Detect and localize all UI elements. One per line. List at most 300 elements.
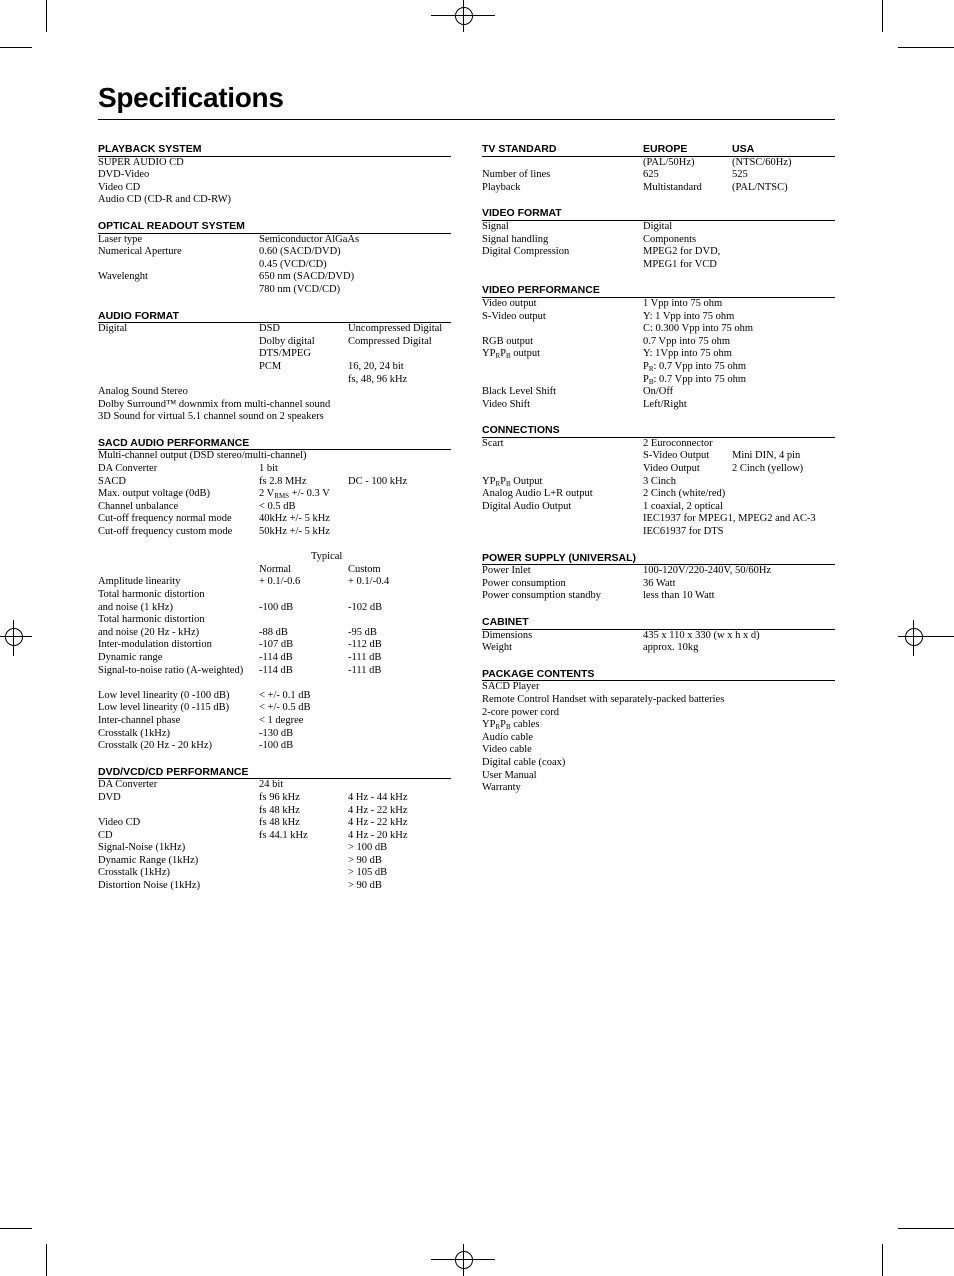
spec-section: [98, 309, 451, 424]
spec-value: [348, 182, 451, 195]
registration-mark-icon: [455, 1251, 473, 1269]
spec-row: [98, 805, 451, 818]
spec-section: [482, 615, 835, 655]
spec-row: [482, 526, 835, 539]
spec-value: (NTSC/60Hz): [732, 156, 792, 168]
spec-label: $YP_RP_B$ Output: [482, 475, 543, 488]
spec-label: Scart: [482, 437, 504, 449]
spec-value: [259, 386, 348, 399]
spec-value: > 90 dB: [348, 854, 382, 866]
spec-row: [98, 779, 451, 792]
spec-value: [732, 221, 835, 234]
spec-value: [259, 614, 348, 627]
spec-value: [348, 513, 451, 526]
spec-row: [98, 614, 451, 627]
spec-value: [732, 311, 835, 324]
spec-row: [98, 336, 451, 349]
spec-value: [348, 526, 451, 539]
spec-label: Audio cable: [482, 731, 534, 743]
spec-row: [98, 526, 451, 539]
spec-value: [259, 450, 348, 463]
spec-value: [259, 182, 348, 195]
spec-label: CD: [98, 829, 113, 841]
spec-value: -111 dB: [348, 664, 382, 676]
section-title-text: PACKAGE CONTENTS: [482, 667, 595, 680]
spec-label: Signal: [482, 220, 509, 232]
spec-value: (PAL/NTSC): [732, 181, 788, 193]
spec-value: fs 48 kHz: [259, 817, 300, 829]
spec-value: [348, 677, 451, 690]
spec-value: Digital: [643, 220, 673, 232]
spec-value: [732, 438, 835, 451]
spec-value: > 100 dB: [348, 842, 388, 854]
spec-label: [482, 361, 643, 374]
spec-label: DVD: [98, 791, 121, 803]
spec-label: [98, 374, 259, 387]
spec-label: Digital Compression: [482, 246, 570, 258]
section-title-text: AUDIO FORMAT: [98, 309, 179, 322]
spec-label: [98, 336, 259, 349]
spec-value: -107 dB: [259, 639, 294, 651]
spec-label: [98, 348, 259, 361]
spec-row: [482, 323, 835, 336]
section-column-heading: EUROPE: [643, 143, 688, 155]
spec-value: [732, 259, 835, 272]
spec-section: [482, 551, 835, 603]
spec-section: [482, 206, 835, 271]
spec-value: DTS/MPEG: [259, 348, 311, 360]
spec-label: Analog Audio L+R output: [482, 488, 593, 500]
spec-value: [732, 694, 835, 707]
spec-row: [98, 830, 451, 843]
spec-label: DA Converter: [98, 463, 158, 475]
registration-mark-icon: [5, 628, 23, 646]
spec-value: Video Output: [643, 463, 700, 475]
section-title-text: DVD/VCD/CD PERFORMANCE: [98, 765, 249, 778]
spec-value: [732, 578, 835, 591]
spec-label: Digital: [98, 323, 128, 335]
spec-value: [348, 348, 451, 361]
section-title-text: OPTICAL READOUT SYSTEM: [98, 219, 245, 232]
spec-row: [98, 271, 451, 284]
spec-value: [643, 681, 732, 694]
spec-value: C: 0.300 Vpp into 75 ohm: [643, 323, 754, 335]
spec-row: [482, 719, 835, 732]
spec-label: [482, 259, 643, 272]
spec-value: Mini DIN, 4 pin: [732, 450, 801, 462]
spec-value: [732, 642, 835, 655]
spec-row: [98, 677, 451, 690]
spec-row: [482, 642, 835, 655]
spec-value: [732, 476, 835, 489]
spec-row: [482, 476, 835, 489]
spec-value: < 1 degree: [259, 714, 304, 726]
spec-value: 780 nm (VCD/CD): [259, 283, 341, 295]
spec-value: -102 dB: [348, 601, 383, 613]
spec-row: [482, 707, 835, 720]
spec-value: Left/Right: [643, 398, 687, 410]
spec-value: IEC61937 for DTS: [643, 526, 724, 538]
spec-row: [98, 817, 451, 830]
spec-value: [732, 488, 835, 501]
spec-label: $YP_RP_B$ output: [482, 348, 541, 361]
spec-row: [98, 880, 451, 893]
crop-mark: [46, 1244, 47, 1276]
spec-label: Playback: [482, 181, 521, 193]
section-title: [482, 142, 835, 157]
registration-mark-icon: [898, 636, 954, 637]
registration-mark-icon: [431, 15, 495, 16]
spec-row: [482, 501, 835, 514]
spec-label: Power consumption standby: [482, 590, 601, 602]
spec-value: [259, 539, 348, 552]
spec-label: Multi-channel output (DSD stereo/multi-channel): [98, 450, 307, 462]
spec-value: [348, 728, 451, 741]
spec-row: [98, 576, 451, 589]
spec-value: [348, 194, 451, 207]
spec-row: [482, 513, 835, 526]
spec-row: [482, 732, 835, 745]
spec-value: Normal: [259, 563, 292, 575]
spec-label: SACD: [98, 475, 127, 487]
spec-value: [732, 757, 835, 770]
spec-value: [732, 707, 835, 720]
spec-value: [348, 399, 451, 412]
spec-value: Compressed Digital: [348, 335, 432, 347]
spec-value: IEC1937 for MPEG1, MPEG2 and AC-3: [643, 513, 816, 525]
spec-label: SACD Player: [482, 681, 540, 693]
spec-row: [482, 259, 835, 272]
spec-value: [732, 590, 835, 603]
crop-mark: [0, 47, 32, 48]
spec-value: [732, 298, 835, 311]
spec-value: [259, 842, 348, 855]
spec-value: On/Off: [643, 386, 674, 398]
spec-row: [482, 361, 835, 374]
spec-value: [348, 259, 451, 272]
spec-row: [98, 639, 451, 652]
spec-section: [98, 765, 451, 893]
spec-value: 40kHz +/- 5 kHz: [259, 513, 330, 525]
spec-value: [732, 246, 835, 259]
spec-value: 0.60 (SACD/DVD): [259, 246, 341, 258]
spec-value: [732, 719, 835, 732]
spec-label: RGB output: [482, 335, 534, 347]
spec-value: [400, 551, 451, 564]
spec-value: 525: [732, 169, 748, 181]
section-title-text: TV STANDARD: [482, 143, 557, 155]
spec-row: [482, 336, 835, 349]
spec-label: [98, 564, 259, 577]
spec-label: Signal-to-noise ratio (A-weighted): [98, 664, 244, 676]
spec-row: [482, 399, 835, 412]
spec-label: Amplitude linearity: [98, 576, 181, 588]
spec-row: [98, 702, 451, 715]
spec-value: -100 dB: [259, 740, 294, 752]
spec-label: Video cable: [482, 744, 532, 756]
spec-label: Laser type: [98, 233, 143, 245]
spec-value: [732, 374, 835, 387]
spec-value: fs 48 kHz: [259, 804, 300, 816]
spec-value: MPEG2 for DVD,: [643, 246, 721, 258]
spec-label: and noise (1 kHz): [98, 601, 173, 613]
spec-value: Dolby digital: [259, 335, 315, 347]
spec-value: [643, 707, 732, 720]
spec-row: [98, 715, 451, 728]
section-title: [98, 436, 451, 451]
spec-label: Digital cable (coax): [482, 756, 566, 768]
spec-row: [98, 234, 451, 247]
spec-row: [482, 630, 835, 643]
spec-row: [482, 578, 835, 591]
spec-value: approx. 10kg: [643, 642, 699, 654]
spec-label: Distortion Noise (1kHz): [98, 880, 201, 892]
spec-value: Multistandard: [643, 181, 702, 193]
crop-mark: [46, 0, 47, 32]
spec-value: + 0.1/-0.4: [348, 576, 390, 588]
spec-value: (PAL/50Hz): [643, 156, 695, 168]
spec-label: [98, 361, 259, 374]
spec-label: Total harmonic distortion: [98, 589, 205, 600]
spec-label: [98, 551, 259, 564]
spec-value: [259, 374, 348, 387]
spec-value: 4 Hz - 22 kHz: [348, 817, 408, 829]
section-title: [482, 206, 835, 221]
spec-value: DSD: [259, 323, 281, 335]
spec-value: Y: 1Vpp into 75 ohm: [643, 348, 732, 360]
spec-value: less than 10 Watt: [643, 590, 715, 602]
spec-value: MPEG1 for VCD: [643, 258, 717, 270]
spec-label: Dynamic range: [98, 651, 163, 663]
spec-value: 1 coaxial, 2 optical: [643, 500, 723, 512]
spec-label: Digital Audio Output: [482, 500, 572, 512]
spec-value: 16, 20, 24 bit: [348, 360, 404, 372]
spec-value: [643, 782, 732, 795]
spec-row: [98, 602, 451, 615]
spec-row: [482, 298, 835, 311]
spec-value: [348, 501, 451, 514]
spec-value: Y: 1 Vpp into 75 ohm: [643, 310, 735, 322]
spec-label: Analog Sound Stereo: [98, 386, 188, 398]
title-rule: [98, 119, 835, 120]
spec-value: 4 Hz - 44 kHz: [348, 791, 408, 803]
spec-row: [482, 234, 835, 247]
section-title-text: PLAYBACK SYSTEM: [98, 143, 202, 155]
spec-value: 1 bit: [259, 463, 278, 475]
registration-mark-icon: [463, 0, 464, 32]
spec-value: [348, 779, 451, 792]
spec-label: Power consumption: [482, 577, 566, 589]
crop-mark: [0, 1228, 32, 1229]
spec-value: [732, 770, 835, 783]
spec-label: and noise (20 Hz - kHz): [98, 626, 200, 638]
spec-section: [98, 436, 451, 753]
spec-value: [732, 630, 835, 643]
spec-value: S-Video Output: [643, 450, 710, 462]
spec-row: [482, 782, 835, 795]
spec-value: Semiconductor AlGaAs: [259, 233, 360, 245]
spec-value: [259, 677, 348, 690]
spec-value: [643, 732, 732, 745]
spec-section: [482, 423, 835, 538]
spec-label: Video CD: [98, 817, 141, 829]
section-title: [482, 423, 835, 438]
spec-value: 2 Cinch (white/red): [643, 488, 726, 500]
spec-label: Numerical Aperture: [98, 246, 182, 258]
spec-label: S-Video output: [482, 310, 546, 322]
spec-value: 36 Watt: [643, 577, 676, 589]
section-title: [98, 219, 451, 234]
spec-value: [348, 740, 451, 753]
spec-value: fs 2.8 MHz: [259, 475, 307, 487]
spec-value: + 0.1/-0.6: [259, 576, 301, 588]
spec-value: [732, 323, 835, 336]
spec-label: Inter-modulation distortion: [98, 639, 212, 651]
spec-value: fs 44.1 kHz: [259, 829, 308, 841]
spec-value: [348, 463, 451, 476]
spec-value: > 90 dB: [348, 880, 382, 892]
spec-label: Number of lines: [482, 169, 551, 181]
spec-value: [348, 589, 451, 602]
spec-row: [98, 690, 451, 703]
spec-value: $P_R$: 0.7 Vpp into 75 ohm: [643, 360, 747, 373]
spec-row: [98, 284, 451, 297]
spec-value: [348, 246, 451, 259]
spec-value: -114 dB: [259, 651, 293, 663]
spec-row: [482, 386, 835, 399]
spec-label: [482, 463, 643, 476]
spec-value: 3 Cinch: [643, 475, 676, 487]
spec-row: [98, 652, 451, 665]
spec-value: [348, 450, 451, 463]
section-title: [482, 615, 835, 630]
spec-label: Signal handling: [482, 233, 549, 245]
registration-mark-icon: [13, 620, 14, 656]
spec-value: [348, 386, 451, 399]
spec-label: Video output: [482, 297, 537, 309]
spec-label: [98, 259, 259, 272]
spec-row: [98, 348, 451, 361]
spec-value: fs, 48, 96 kHz: [348, 373, 408, 385]
spec-section: [482, 142, 835, 194]
spec-row: [98, 855, 451, 868]
spec-row: [98, 539, 451, 552]
spec-row: [98, 665, 451, 678]
spec-row: [482, 694, 835, 707]
spec-value: Typical: [311, 551, 343, 563]
spec-value: [259, 589, 348, 602]
spec-value: < 0.5 dB: [259, 500, 296, 512]
spec-label: SUPER AUDIO CD: [98, 156, 184, 168]
spec-value: < +/- 0.5 dB: [259, 702, 311, 714]
spec-row: [98, 627, 451, 640]
spec-value: [732, 386, 835, 399]
spec-row: [98, 386, 451, 399]
spec-row: [98, 259, 451, 272]
spec-value: [732, 732, 835, 745]
spec-section: [98, 219, 451, 297]
spec-value: -112 dB: [348, 639, 382, 651]
spec-row: [98, 867, 451, 880]
spec-label: Crosstalk (1kHz): [98, 727, 171, 739]
crop-mark: [898, 47, 954, 48]
spec-value: 0.45 (VCD/CD): [259, 258, 327, 270]
spec-row: [98, 501, 451, 514]
section-title: [98, 765, 451, 780]
spec-label: Video CD: [98, 181, 141, 193]
section-title-text: VIDEO PERFORMANCE: [482, 284, 600, 297]
spec-label: Max. output voltage (0dB): [98, 488, 210, 500]
spec-value: 2 Cinch (yellow): [732, 463, 804, 475]
spec-label: Total harmonic distortion: [98, 614, 205, 626]
spec-value: 625: [643, 169, 659, 181]
spec-value: [643, 770, 732, 783]
spec-row: [482, 744, 835, 757]
spec-row: [482, 157, 835, 170]
crop-mark: [882, 0, 883, 32]
spec-value: 650 nm (SACD/DVD): [259, 271, 355, 283]
spec-value: [732, 361, 835, 374]
spec-row: [482, 348, 835, 361]
spec-row: [482, 311, 835, 324]
spec-value: -111 dB: [348, 651, 382, 663]
spec-value: [259, 411, 348, 424]
spec-value: [348, 690, 451, 703]
spec-value: 4 Hz - 22 kHz: [348, 804, 408, 816]
spec-value: [643, 757, 732, 770]
spec-label: Cut-off frequency custom mode: [98, 526, 233, 538]
spec-row: [482, 590, 835, 603]
section-title: [482, 551, 835, 566]
spec-label: Crosstalk (20 Hz - 20 kHz): [98, 740, 213, 752]
spec-label: Power Inlet: [482, 565, 531, 577]
spec-value: [259, 169, 348, 182]
spec-label: Cut-off frequency normal mode: [98, 513, 232, 525]
spec-row: [482, 374, 835, 387]
spec-row: [98, 361, 451, 374]
spec-value: fs 96 kHz: [259, 791, 300, 803]
spec-value: [259, 880, 348, 893]
spec-value: [732, 782, 835, 795]
spec-label: Low level linearity (0 -115 dB): [98, 702, 230, 714]
spec-label: [482, 526, 643, 539]
spec-value: [348, 411, 451, 424]
spec-row: [482, 757, 835, 770]
spec-value: > 105 dB: [348, 867, 388, 879]
spec-value: Components: [643, 233, 697, 245]
spec-label: 2-core power cord: [482, 706, 559, 718]
spec-label: Video Shift: [482, 398, 531, 410]
spec-value: 100-120V/220-240V, 50/60Hz: [643, 565, 772, 577]
spec-label: Black Level Shift: [482, 386, 557, 398]
spec-row: [482, 169, 835, 182]
spec-value: [348, 284, 451, 297]
spec-row: [482, 463, 835, 476]
spec-label: [482, 157, 643, 170]
spec-value: [348, 715, 451, 728]
spec-value: -114 dB: [259, 664, 293, 676]
spec-value: 0.7 Vpp into 75 ohm: [643, 335, 731, 347]
spec-value: [732, 348, 835, 361]
page-title: Specifications: [98, 82, 284, 113]
spec-row: [98, 728, 451, 741]
spec-value: $P_B$: 0.7 Vpp into 75 ohm: [643, 373, 747, 386]
spec-value: -95 dB: [348, 626, 377, 638]
spec-value: [732, 526, 835, 539]
registration-mark-icon: [905, 628, 923, 646]
spec-row: [98, 399, 451, 412]
spec-label: Crosstalk (1kHz): [98, 867, 171, 879]
